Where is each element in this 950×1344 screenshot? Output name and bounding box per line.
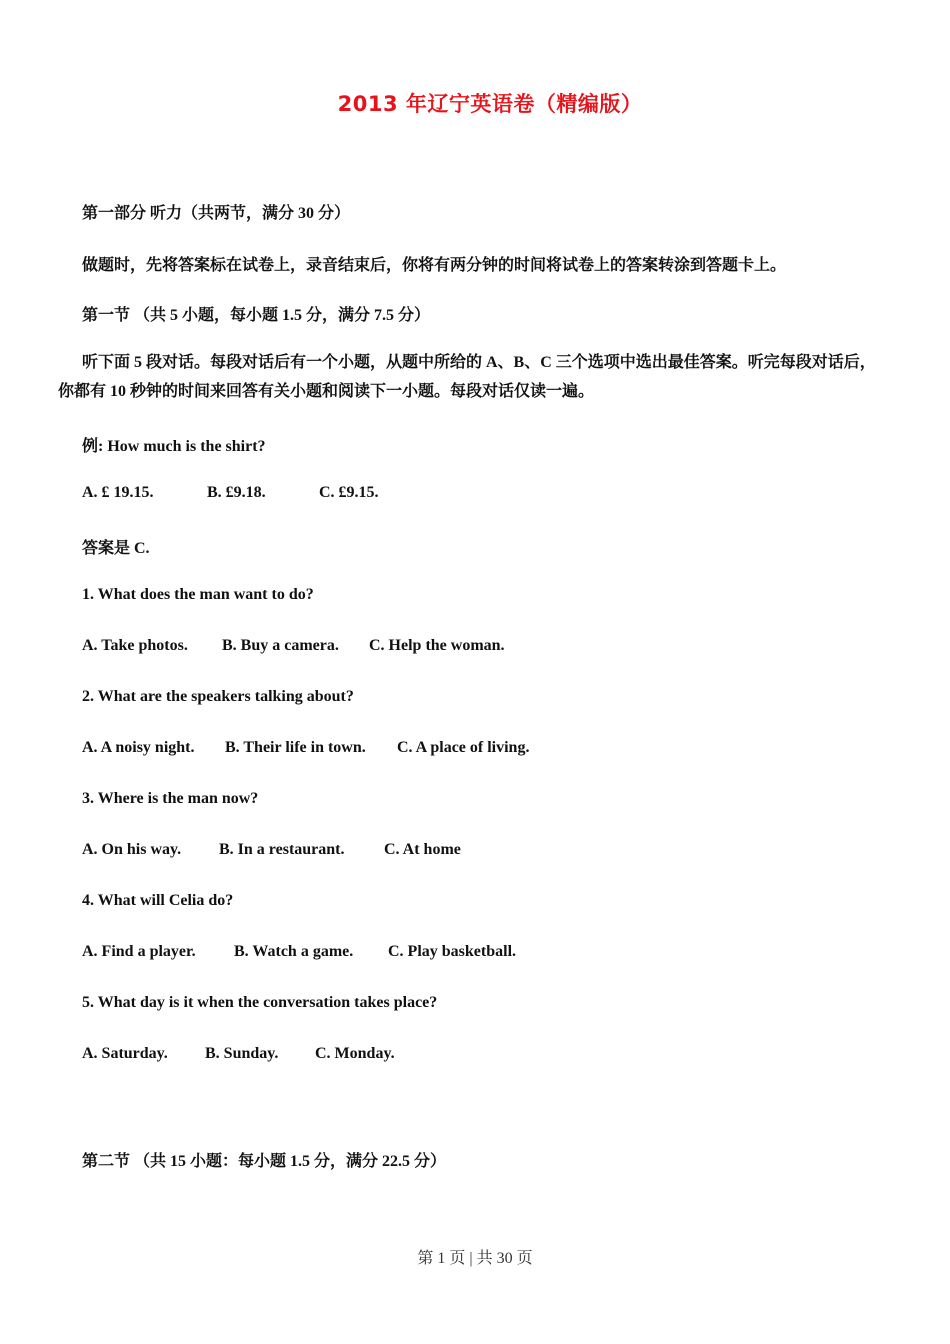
question-2: 2. What are the speakers talking about? [82, 688, 354, 705]
option-c: C. At home [384, 841, 461, 858]
section2-heading: 第二节 （共 15 小题：每小题 1.5 分，满分 22.5 分） [82, 1153, 447, 1170]
option-b: B. £9.18. [207, 484, 266, 501]
instructions: 做题时，先将答案标在试卷上，录音结束后，你将有两分钟的时间将试卷上的答案转涂到答题卡上。 [82, 257, 787, 274]
part1-heading: 第一部分 听力（共两节，满分 30 分） [82, 205, 351, 222]
option-c: C. Play basketball. [388, 943, 517, 960]
example-options [82, 484, 379, 502]
question-5: 5. What day is it when the conversation takes place? [82, 994, 438, 1011]
section1-directions: 听下面 5 段对话。每段对话后有一个小题，从题中所给的 A、B、C 三个选项中选出最佳答案。听完每段对话后，你都有 10 秒钟的时间来回答有关小题和阅读下一小题。每段对话仅读一遍。 [58, 354, 876, 400]
option-c: C. £9.15. [319, 484, 379, 501]
question-4: 4. What will Celia do? [82, 892, 234, 909]
option-a: A. Take photos. [82, 637, 188, 654]
example-question: 例: How much is the shirt? [82, 438, 266, 455]
question-2-options [82, 739, 529, 757]
option-c: C. A place of living. [397, 739, 530, 756]
option-c: C. Monday. [315, 1045, 395, 1062]
option-b: B. Buy a camera. [222, 637, 339, 654]
question-1-options [82, 637, 505, 655]
option-a: A. Saturday. [82, 1045, 168, 1062]
question-1: 1. What does the man want to do? [82, 586, 314, 603]
question-3-options [82, 841, 461, 859]
option-a: A. A noisy night. [82, 739, 195, 756]
option-b: B. Sunday. [205, 1045, 279, 1062]
option-a: A. £ 19.15. [82, 484, 154, 501]
section1-heading: 第一节 （共 5 小题，每小题 1.5 分，满分 7.5 分） [82, 307, 431, 324]
option-b: B. Their life in town. [225, 739, 366, 756]
option-b: B. In a restaurant. [219, 841, 345, 858]
example-answer: 答案是 C. [82, 540, 150, 557]
document-title: 2013 年辽宁英语卷（精编版） [337, 92, 643, 116]
page-footer: 第 1 页 | 共 30 页 [417, 1250, 533, 1267]
question-4-options [82, 943, 516, 961]
option-b: B. Watch a game. [234, 943, 354, 960]
question-5-options [82, 1045, 395, 1063]
option-c: C. Help the woman. [369, 637, 505, 654]
option-a: A. On his way. [82, 841, 182, 858]
question-3: 3. Where is the man now? [82, 790, 259, 807]
option-a: A. Find a player. [82, 943, 196, 960]
